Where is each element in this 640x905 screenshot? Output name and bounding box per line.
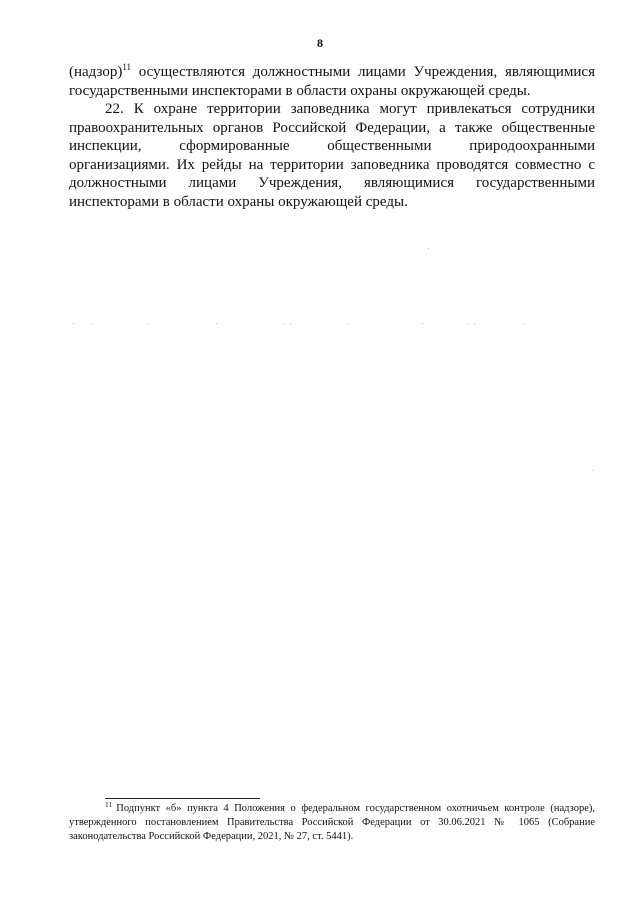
scan-speck	[283, 323, 284, 324]
footnote-reference: 11	[122, 62, 131, 72]
scan-speck	[592, 470, 593, 471]
scan-speck	[348, 323, 349, 324]
scan-speck	[422, 323, 423, 324]
footnote-number: 11	[105, 800, 113, 809]
scan-speck	[523, 323, 524, 324]
scan-speck	[290, 323, 291, 324]
paragraph-1	[69, 63, 595, 100]
scan-speck	[73, 323, 74, 324]
scan-speck	[216, 323, 217, 324]
scan-speck	[428, 248, 429, 249]
paragraph-2: 22. К охране территории заповедника могут привлекаться сотрудники правоохранительных органов Российской Федерации, а также общественные инспекции, сформированные общественными природоохранными организациями. Их рейды на территории заповедника проводятся совместно с должностными лицами Учреждения, являющимися государственными инспекторами в области охраны окружающей среды.	[69, 101, 595, 210]
footnote-divider	[105, 798, 260, 799]
body-text	[69, 63, 595, 211]
scan-speck	[92, 323, 93, 324]
footnote	[69, 802, 595, 844]
footnote-text: Подпункт «б» пункта 4 Положения о федеральном государственном охотничьем контроле (надзоре), утвержденного постановлением Правительства Российской Федерации от 30.06.2021 № 1065 (Собрание законодательства Российской Федерации, 2021, № 27, ст. 5441).	[69, 803, 595, 842]
scan-speck	[148, 323, 149, 324]
scan-speck	[468, 323, 469, 324]
paragraph-1-lead: (надзор)	[69, 64, 123, 80]
scan-speck	[474, 323, 475, 324]
page-number: 8	[317, 36, 323, 50]
paragraph-1-text: осуществляются должностными лицами Учреждения, являющимися государственными инспекторами в области охраны окружающей среды.	[69, 64, 595, 99]
